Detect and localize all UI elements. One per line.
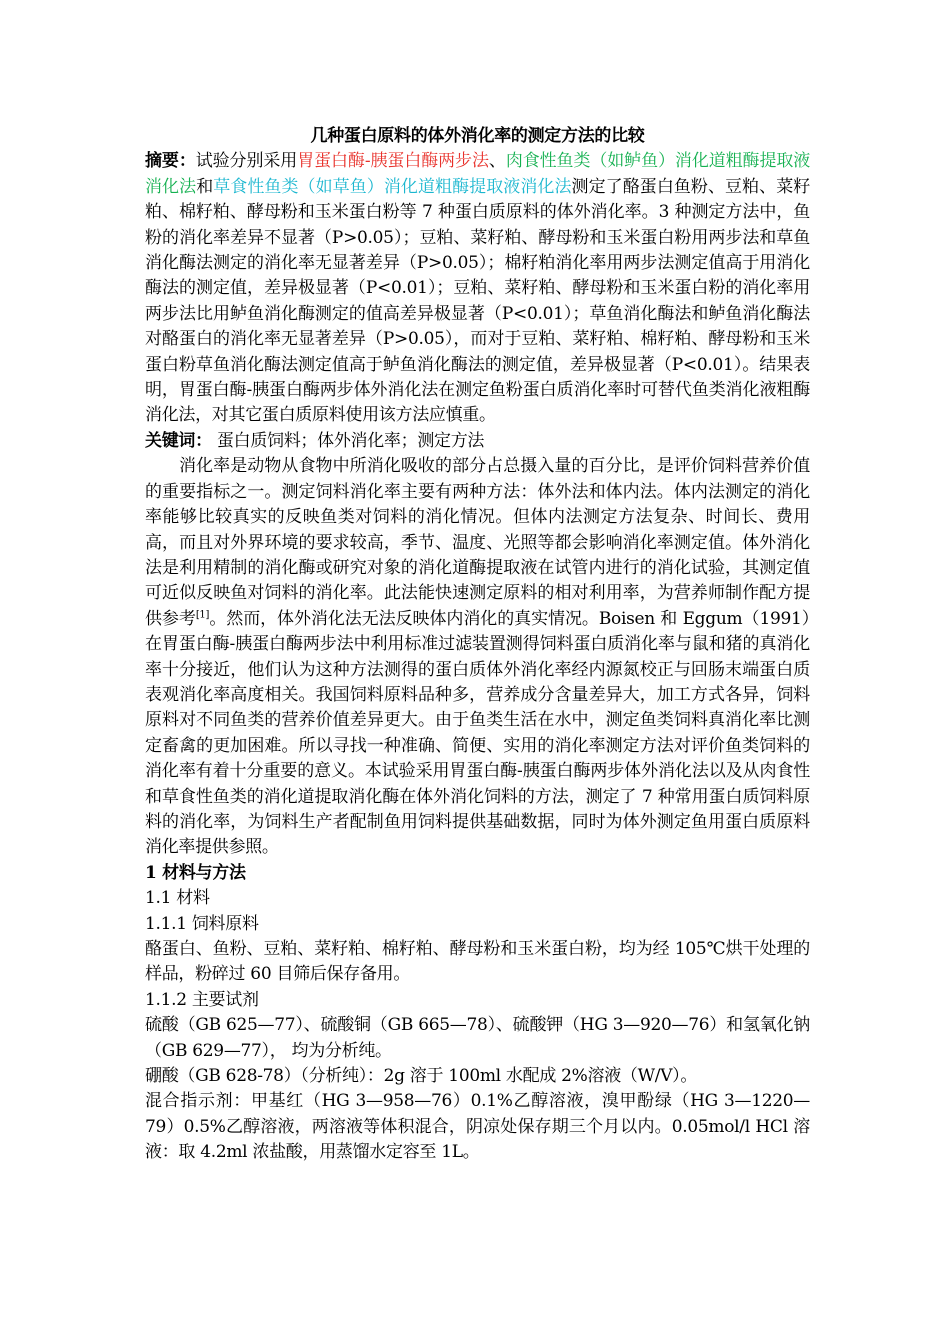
document-body bbox=[145, 124, 810, 1166]
section-heading-1-1-1: 1.1.1 饲料原料 bbox=[145, 913, 259, 934]
reagents-paragraph-2: 硼酸（GB 628-78）（分析纯）：2g 溶于 100ml 水配成 2%溶液（W/V）。 bbox=[145, 1066, 698, 1087]
keywords-paragraph bbox=[145, 429, 810, 454]
abstract-label: 摘要： bbox=[145, 151, 196, 172]
section-heading-1-1: 1.1 材料 bbox=[145, 888, 210, 909]
citation-ref[interactable]: [1] bbox=[195, 609, 210, 621]
abstract-text-4: 测定了酪蛋白鱼粉、豆粕、菜籽粕、棉籽粕、酵母粉和玉米蛋白粉等 7 种蛋白质原料的体外消化率。3 种测定方法中，鱼粉的消化率差异不显著（P>0.05）；豆粕、菜籽粕、酵母粉和玉米蛋白粉用两步法和草鱼消化酶法测定的消化率无显著差异（P>0.05）；棉籽粕消化率用两步法测定值高于用消化酶法的测定值，差异极显著（P<0.01）；豆粕、菜籽粕、酵母粉和玉米蛋白粉的消化率用两步法比用鲈鱼消化酶测定的值高差异极显著（P<0.01）；草鱼消化酶法和鲈鱼消化酶法对酪蛋白的消化率无显著差异（P>0.05），而对于豆粕、菜籽粕、棉籽粕、酵母粉和玉米蛋白粉草鱼消化酶法测定值高于鲈鱼消化酶法的测定值，差异极显著（P<0.01）。结果表明，胃蛋白酶-胰蛋白酶两步体外消化法在测定鱼粉蛋白质消化率时可替代鱼类消化液粗酶消化法，对其它蛋白质原料使用该方法应慎重。 bbox=[145, 176, 810, 426]
section-heading-1: 1 材料与方法 bbox=[145, 862, 246, 883]
section-heading-1-1-2: 1.1.2 主要试剂 bbox=[145, 989, 259, 1010]
abstract-text-3: 和 bbox=[196, 176, 214, 197]
abstract-text-1: 试验分别采用 bbox=[195, 151, 298, 172]
raw-materials-paragraph: 酪蛋白、鱼粉、豆粕、菜籽粕、棉籽粕、酵母粉和玉米蛋白粉，均为经 105℃烘干处理的样品，粉碎过 60 目筛后保存备用。 bbox=[145, 939, 810, 985]
abstract-method-carnivorous: 肉食性鱼类（如鲈鱼）消化道粗酶提取液消化法 bbox=[145, 151, 810, 197]
reagents-paragraph-3: 混合指示剂：甲基红（HG 3—958—76）0.1%乙醇溶液，溴甲酚绿（HG 3—1220—79）0.5%乙醇溶液，两溶液等体积混合，阴凉处保存期三个月以内。0.05mol/l HCl 溶液：取 4.2ml 浓盐酸，用蒸馏水定容至 1L。 bbox=[145, 1091, 810, 1163]
page-title: 几种蛋白原料的体外消化率的测定方法的比较 bbox=[310, 126, 645, 146]
intro-text-2: 。然而，体外消化法无法反映体内消化的真实情况。Boisen 和 Eggum（1991）在胃蛋白酶-胰蛋白酶两步法中利用标准过滤装置测得饲料蛋白质消化率与鼠和猪的真消化率十分接近，他们认为这种方法测得的蛋白质体外消化率经内源氮校正与回肠末端蛋白质表观消化率高度相关。我国饲料原料品种多，营养成分含量差异大，加工方式各异，饲料原料对不同鱼类的营养价值差异更大。由于鱼类生活在水中，测定鱼类饲料真消化率比测定畜禽的更加困难。所以寻找一种准确、简便、实用的消化率测定方法对评价鱼类饲料的消化率有着十分重要的意义。本试验采用胃蛋白酶-胰蛋白酶两步体外消化法以及从肉食性和草食性鱼类的消化道提取消化酶在体外消化饲料的方法，测定了 7 种常用蛋白质饲料原料的消化率，为饲料生产者配制鱼用饲料提供基础数据，同时为体外测定鱼用蛋白质原料消化率提供参照。 bbox=[145, 608, 810, 858]
abstract-method-two-step: 胃蛋白酶-胰蛋白酶两步法 bbox=[297, 151, 489, 172]
keywords-label: 关键词： bbox=[145, 430, 212, 451]
abstract-method-herbivorous: 草食性鱼类（如草鱼）消化道粗酶提取液消化法 bbox=[213, 176, 572, 197]
intro-paragraph bbox=[145, 454, 810, 861]
abstract-text-2: 、 bbox=[488, 151, 506, 172]
keywords-text: 蛋白质饲料；体外消化率；测定方法 bbox=[216, 430, 485, 451]
reagents-paragraph-1: 硫酸（GB 625—77）、硫酸铜（GB 665—78）、硫酸钾（HG 3—920—76）和氢氧化钠（GB 629—77）， 均为分析纯。 bbox=[145, 1015, 810, 1061]
abstract-paragraph bbox=[145, 149, 810, 428]
intro-text-1: 消化率是动物从食物中所消化吸收的部分占总摄入量的百分比，是评价饲料营养价值的重要指标之一。测定饲料消化率主要有两种方法：体外法和体内法。体内法测定的消化率能够比较真实的反映鱼类对饲料的消化情况。但体内法测定方法复杂、时间长、费用高，而且对外界环境的要求较高，季节、温度、光照等都会影响消化率测定值。体外消化法是利用精制的消化酶或研究对象的消化道酶提取液在试管内进行的消化试验，其测定值可近似反映鱼对饲料的消化率。此法能快速测定原料的相对利用率，为营养师制作配方提供参考 bbox=[145, 456, 810, 629]
